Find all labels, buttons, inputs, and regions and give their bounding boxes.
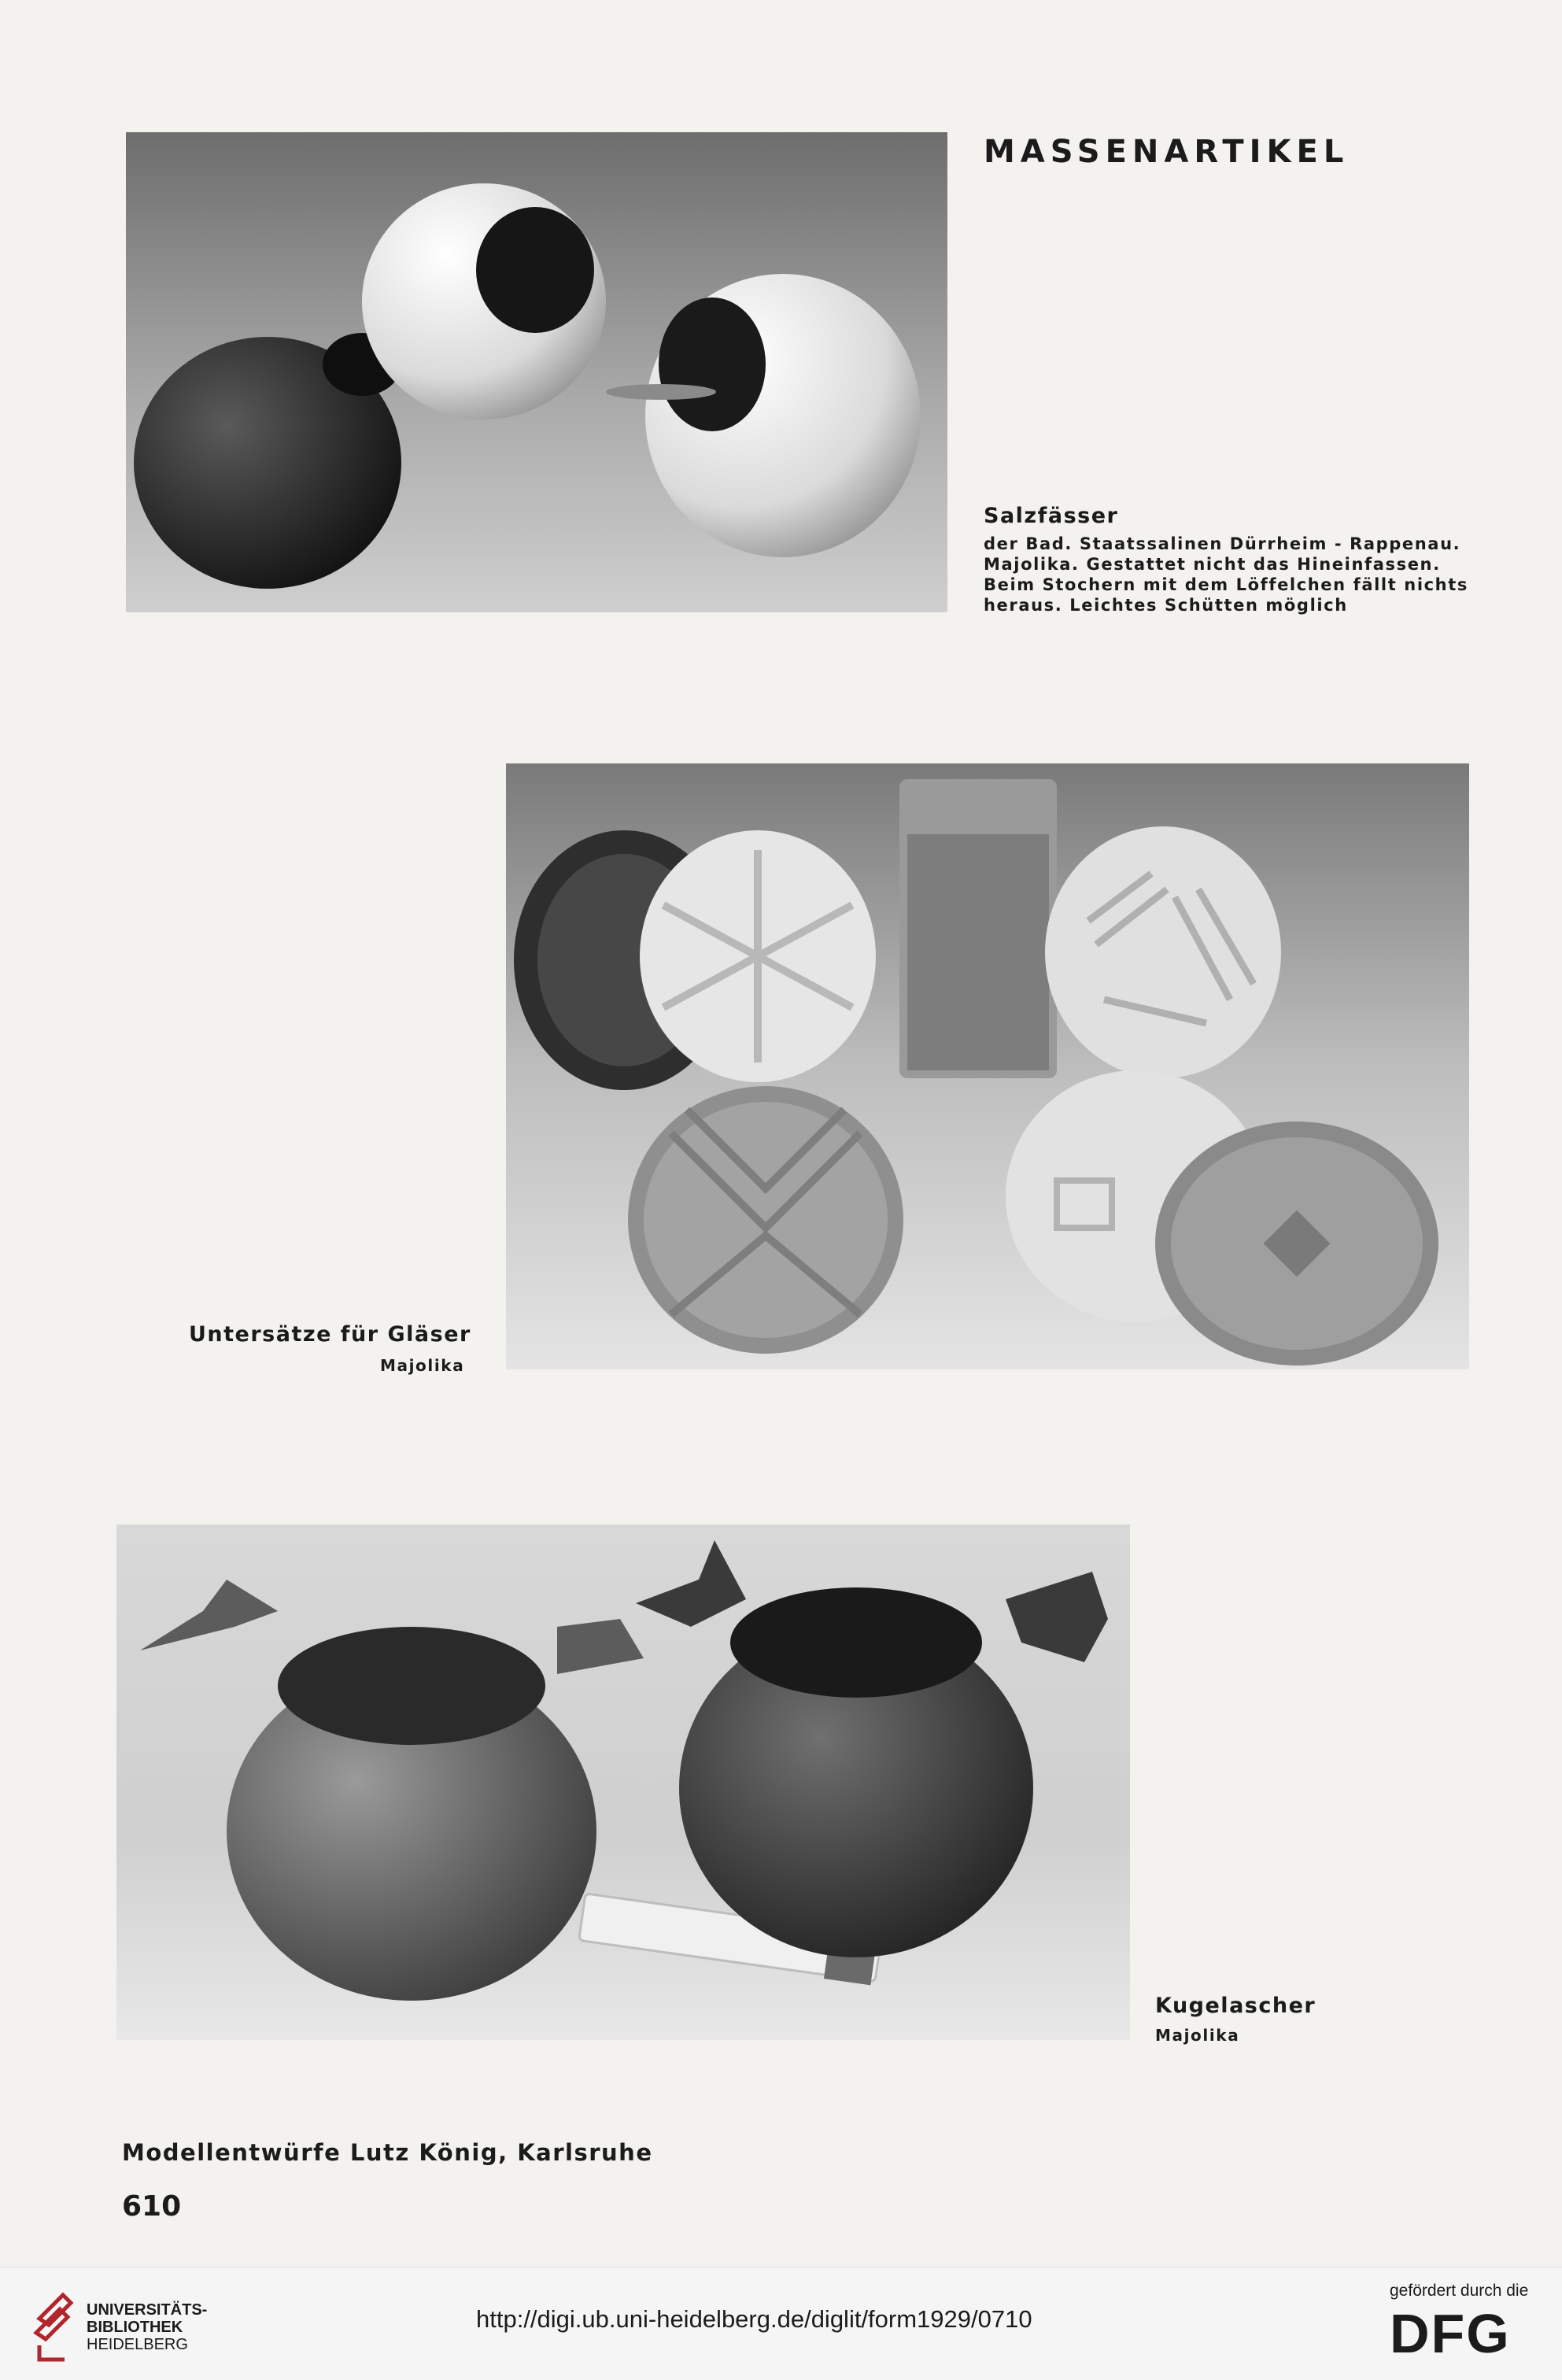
photo-salt-cellars <box>126 132 947 612</box>
footer-bar <box>0 2267 1562 2380</box>
caption-title-ashtrays: Kugelascher <box>1155 1994 1316 2018</box>
caption-line: der Bad. Staatssalinen Dürrheim - Rappenau. <box>984 534 1461 553</box>
library-name-line: HEIDELBERG <box>87 2336 188 2353</box>
source-url-link[interactable]: http://digi.ub.uni-heidelberg.de/diglit/form1929/0710 <box>476 2305 1032 2333</box>
caption-line: Beim Stochern mit dem Löffelchen fällt nichts <box>984 575 1468 594</box>
caption-text-salt-cellars <box>984 534 1468 615</box>
library-logo[interactable] <box>31 2287 236 2366</box>
page-heading: MASSENARTIKEL <box>984 134 1350 170</box>
designer-credit: Modellentwürfe Lutz König, Karlsruhe <box>122 2139 653 2166</box>
library-name-line: UNIVERSITÄTS- <box>87 2301 208 2319</box>
photo-ashtrays <box>116 1524 1130 2040</box>
page-number: 610 <box>122 2190 182 2223</box>
caption-line: heraus. Leichtes Schütten möglich <box>984 596 1348 615</box>
library-logo-icon <box>31 2287 76 2366</box>
caption-title-salt-cellars: Salzfässer <box>984 504 1119 528</box>
photo-coasters <box>506 763 1469 1369</box>
caption-subtitle-coasters: Majolika <box>380 1356 465 1375</box>
caption-subtitle-ashtrays: Majolika <box>1155 2026 1240 2045</box>
sponsor-text: gefördert durch die <box>1390 2282 1529 2300</box>
library-name-line: BIBLIOTHEK <box>87 2319 183 2336</box>
caption-line: Majolika. Gestattet nicht das Hineinfassen. <box>984 555 1441 574</box>
caption-title-coasters: Untersätze für Gläser <box>189 1322 471 1347</box>
library-name <box>87 2301 207 2353</box>
dfg-logo[interactable]: DFG <box>1390 2303 1511 2364</box>
